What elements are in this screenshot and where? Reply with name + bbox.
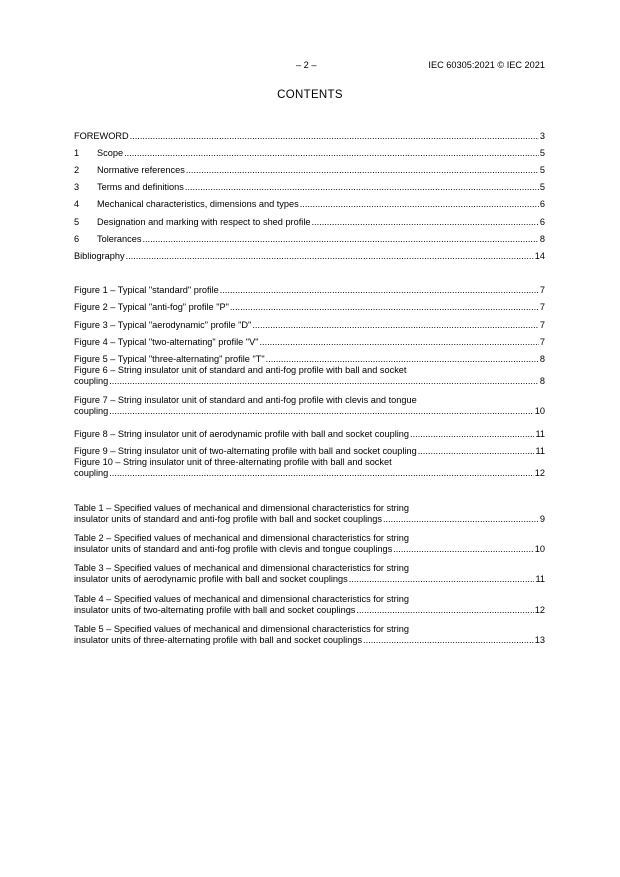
toc-page: 6: [539, 216, 545, 227]
toc-page: 11: [535, 446, 545, 457]
leader-dots: [142, 234, 538, 245]
leader-dots: [363, 635, 534, 646]
toc-number: 3: [74, 182, 80, 193]
leader-dots: [252, 320, 539, 331]
toc-label: Designation and marking with respect to shed profile: [97, 216, 311, 227]
toc-number: 4: [74, 199, 80, 210]
toc-page: 5: [539, 182, 545, 193]
toc-label: Scope: [97, 148, 124, 159]
toc-page: 7: [539, 319, 545, 330]
toc-label-line: Table 5 – Specified values of mechanical and dimensional characteristics for string: [74, 623, 410, 634]
toc-label: insulator units of standard and anti-fog profile with ball and socket couplings: [74, 514, 382, 524]
toc-item-table-2[interactable]: [74, 533, 545, 563]
toc-label-line: Table 4 – Specified values of mechanical and dimensional characteristics for string: [74, 593, 410, 604]
toc-item-table-4[interactable]: [74, 594, 545, 624]
toc-number: 1: [74, 148, 80, 159]
toc-label: Figure 9 – String insulator unit of two-alternating profile with ball and socket coupling: [74, 446, 417, 457]
toc-item-figure-6[interactable]: [74, 365, 545, 395]
document-reference: IEC 60305:2021 © IEC 2021: [428, 60, 545, 70]
toc-item-figure-4[interactable]: [74, 331, 545, 348]
toc-page: 3: [539, 131, 545, 142]
toc-page: 10: [534, 405, 545, 416]
toc-page: 14: [534, 250, 545, 261]
toc-label: Bibliography: [74, 250, 125, 261]
toc-label: coupling: [74, 405, 109, 416]
toc-item-mechanical-characteristics[interactable]: [74, 193, 545, 210]
toc-page: 7: [539, 302, 545, 313]
toc-label: insulator units of standard and anti-fog profile with clevis and tongue couplings: [74, 544, 393, 555]
toc-label: Mechanical characteristics, dimensions and types: [97, 199, 299, 210]
toc-page: 11: [535, 428, 545, 439]
toc-page: 5: [539, 165, 545, 176]
toc-item-tolerances[interactable]: [74, 228, 545, 245]
toc-label: Figure 5 – Typical "three-alternating" profile "T": [74, 353, 265, 364]
leader-dots: [109, 406, 534, 417]
toc-label: Figure 4 – Typical "two-alternating" profile "V": [74, 336, 259, 347]
toc-tables: [74, 503, 545, 654]
toc-page: 5: [539, 148, 545, 159]
toc-item-figure-8[interactable]: [74, 422, 545, 440]
toc-label: Figure 3 – Typical "aerodynamic" profile "D": [74, 319, 252, 330]
toc-label-line: Figure 10 – String insulator unit of three-alternating profile with ball and socket: [74, 457, 392, 468]
leader-dots: [349, 574, 535, 585]
toc-label: Figure 8 – String insulator unit of aerodynamic profile with ball and socket coupling: [74, 428, 410, 439]
leader-dots: [124, 148, 539, 159]
leader-dots: [266, 354, 539, 365]
leader-dots: [356, 605, 533, 616]
toc-number: 2: [74, 165, 80, 176]
toc-label-line: Table 2 – Specified values of mechanical and dimensional characteristics for string: [74, 533, 410, 544]
toc-label: insulator units of three-alternating profile with ball and socket couplings: [74, 634, 363, 645]
toc-item-figure-7[interactable]: [74, 395, 545, 423]
toc-page: 13: [534, 634, 545, 645]
leader-dots: [186, 165, 539, 176]
leader-dots: [259, 337, 538, 348]
toc-label: FOREWORD: [74, 131, 129, 142]
leader-dots: [126, 251, 534, 262]
toc-page: 7: [539, 336, 545, 347]
leader-dots: [109, 468, 534, 479]
toc-page: 10: [534, 544, 545, 555]
toc-page: 8: [539, 233, 545, 244]
toc-page: 8: [539, 375, 545, 386]
toc-label: coupling: [74, 468, 109, 479]
toc-label: insulator units of two-alternating profile with ball and socket couplings: [74, 604, 356, 615]
toc-label: Figure 1 – Typical "standard" profile: [74, 285, 219, 296]
toc-label-line: Figure 7 – String insulator unit of standard and anti-fog profile with clevis and tongue: [74, 394, 417, 405]
toc-number: 5: [74, 216, 80, 227]
toc-item-designation-and-marking[interactable]: [74, 210, 545, 227]
leader-dots: [418, 446, 535, 457]
leader-dots: [230, 302, 539, 313]
toc-item-bibliography[interactable]: [74, 245, 545, 262]
page-number: – 2 –: [296, 60, 317, 70]
toc-label-line: Table 3 – Specified values of mechanical and dimensional characteristics for string: [74, 563, 410, 574]
toc-page: 12: [534, 468, 545, 479]
toc-item-figure-10[interactable]: [74, 457, 545, 485]
leader-dots: [220, 285, 539, 296]
leader-dots: [109, 376, 539, 387]
toc-item-normative-references[interactable]: [74, 159, 545, 176]
toc-item-figure-2[interactable]: [74, 296, 545, 313]
leader-dots: [130, 131, 539, 142]
toc-page: 6: [539, 199, 545, 210]
leader-dots: [300, 199, 539, 210]
leader-dots: [311, 217, 538, 228]
toc-label-line: Figure 6 – String insulator unit of standard and anti-fog profile with ball and socket: [74, 364, 407, 375]
toc-page: 7: [539, 285, 545, 296]
leader-dots: [410, 429, 534, 440]
toc-item-scope[interactable]: [74, 142, 545, 159]
toc-item-foreword[interactable]: [74, 125, 545, 142]
page-title: CONTENTS: [277, 89, 343, 101]
toc-label: coupling: [74, 375, 109, 386]
toc-label: Tolerances: [97, 233, 142, 244]
toc-item-table-1[interactable]: [74, 503, 545, 533]
toc-item-figure-3[interactable]: [74, 313, 545, 330]
toc-page: 8: [539, 353, 545, 364]
toc-item-figure-5[interactable]: [74, 348, 545, 365]
toc-figures: [74, 279, 545, 485]
toc-label: Figure 2 – Typical "anti-fog" profile "P": [74, 302, 229, 313]
leader-dots: [383, 514, 539, 525]
toc-page: 12: [534, 604, 545, 615]
toc-sections: [74, 125, 545, 262]
toc-page: 9: [539, 514, 545, 524]
toc-label-line: Table 1 – Specified values of mechanical and dimensional characteristics for string: [74, 503, 410, 513]
toc-label: insulator units of aerodynamic profile with ball and socket couplings: [74, 574, 348, 585]
toc-label: Terms and definitions: [97, 182, 184, 193]
leader-dots: [185, 182, 539, 193]
toc-label: Normative references: [97, 165, 185, 176]
toc-item-figure-1[interactable]: [74, 279, 545, 296]
toc-item-terms-and-definitions[interactable]: [74, 176, 545, 193]
leader-dots: [393, 544, 534, 555]
toc-number: 6: [74, 233, 80, 244]
toc-item-table-5[interactable]: [74, 624, 545, 654]
toc-page: 11: [535, 574, 545, 585]
toc-item-table-3[interactable]: [74, 563, 545, 593]
toc-item-figure-9[interactable]: [74, 440, 545, 458]
